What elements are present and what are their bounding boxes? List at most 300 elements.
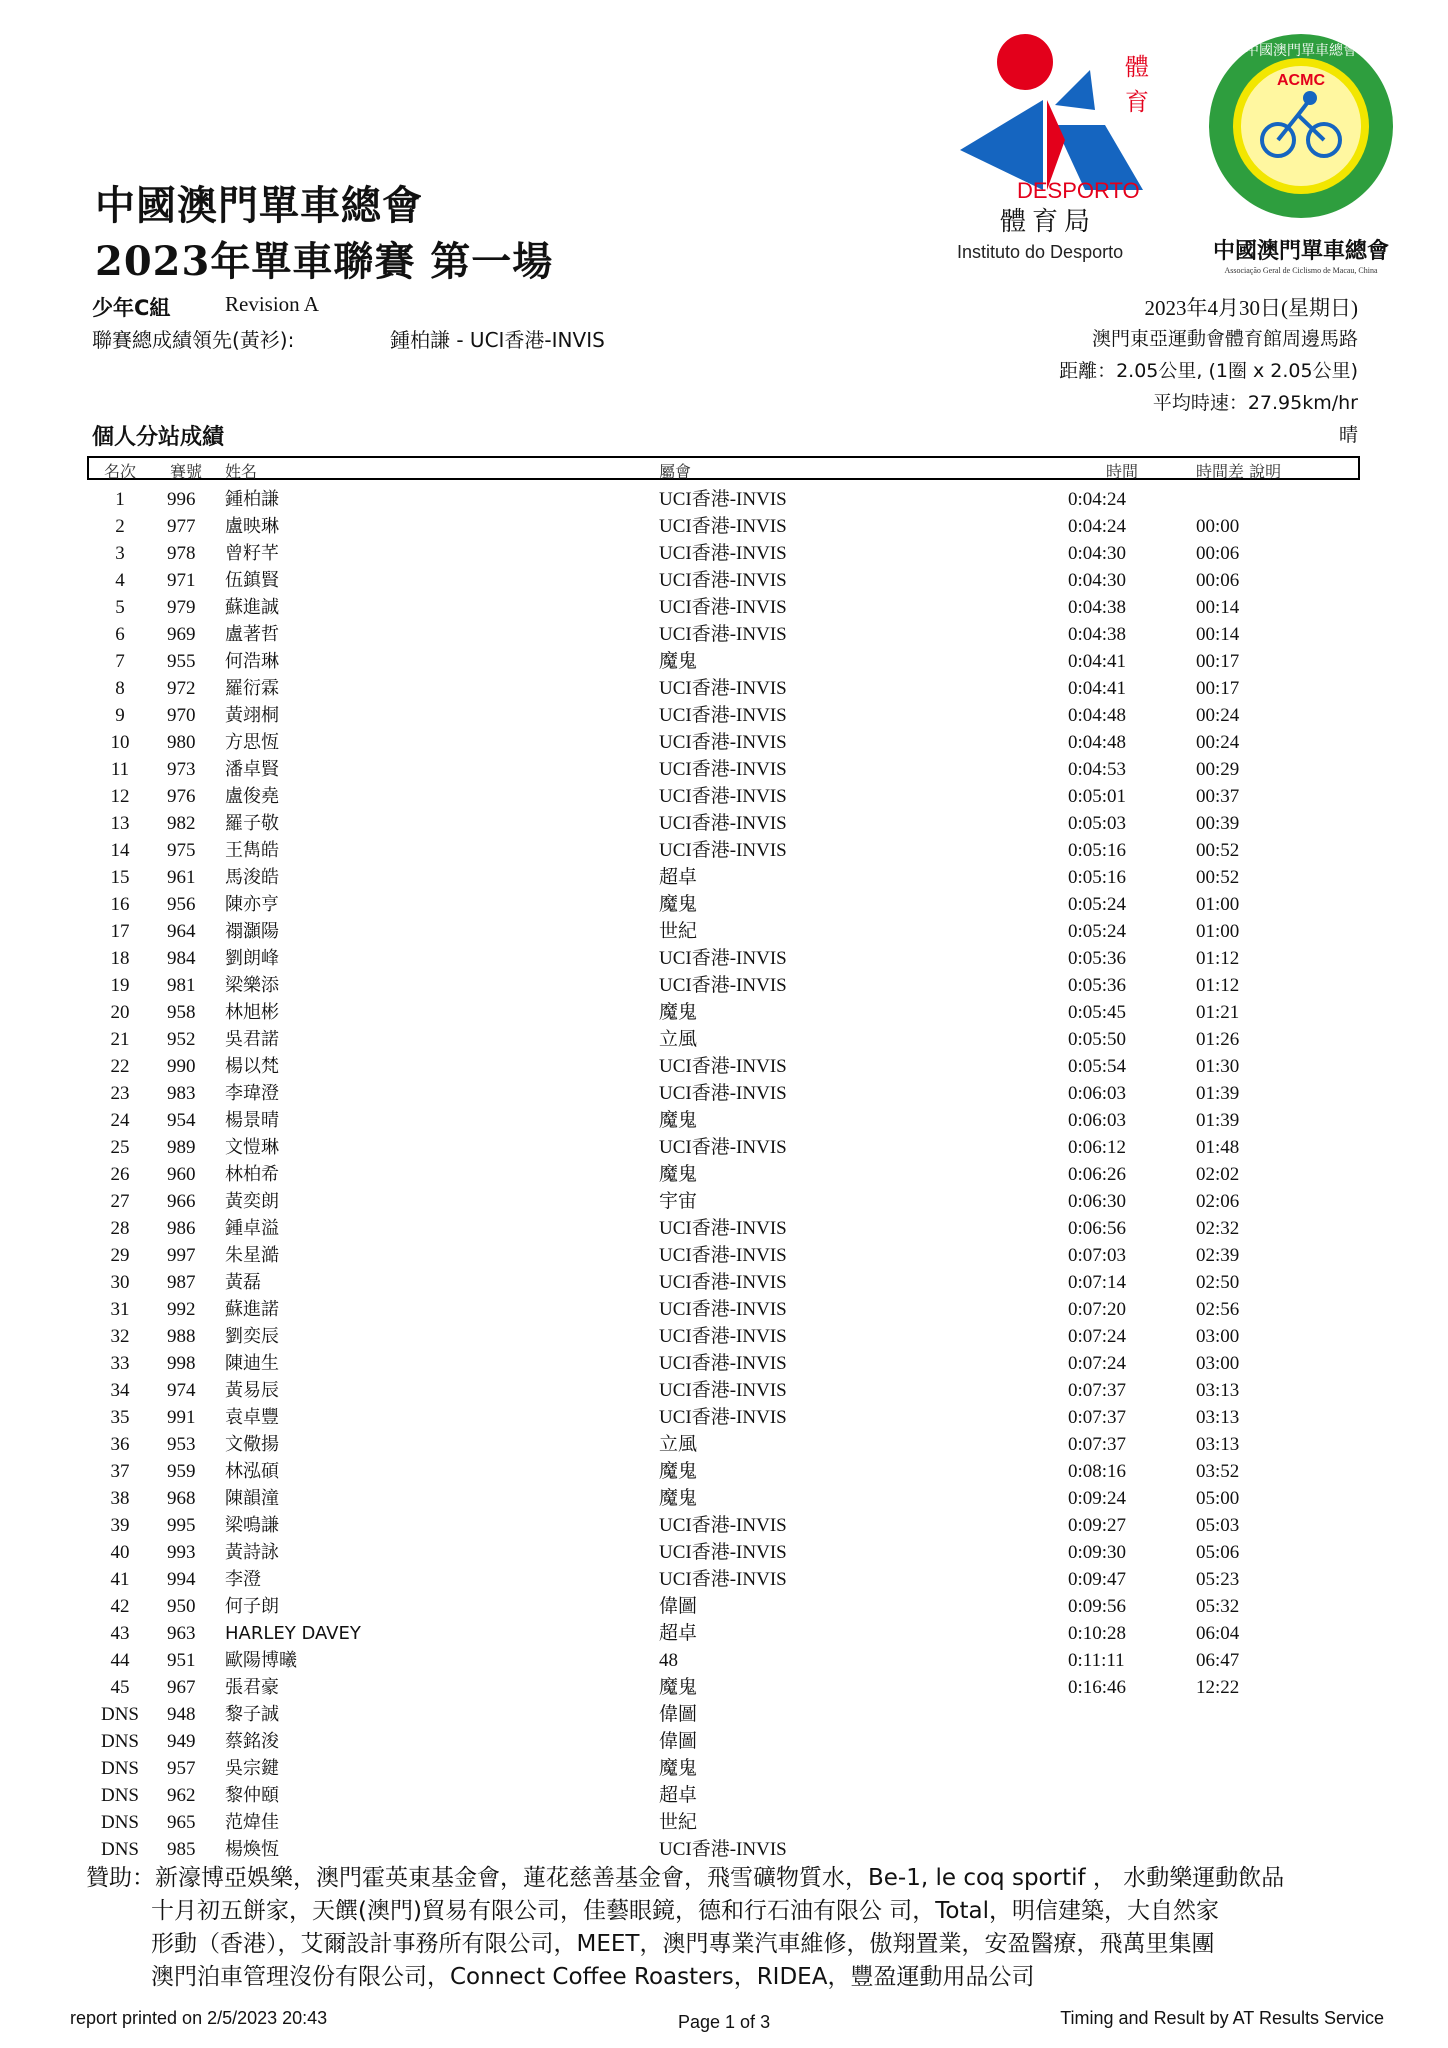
- cell-team: 超卓: [659, 867, 698, 888]
- cell-time: 0:04:30: [1068, 570, 1127, 591]
- cell-name: 張君豪: [225, 1677, 279, 1698]
- cell-rank: 18: [110, 948, 130, 969]
- cell-team: UCI香港-INVIS: [659, 759, 787, 780]
- cell-name: 蘇進誠: [225, 597, 279, 618]
- cell-team: 48: [659, 1650, 678, 1671]
- cell-bib: 953: [167, 1434, 196, 1455]
- cell-time: 0:06:03: [1068, 1110, 1127, 1131]
- col-team: 屬會: [659, 462, 692, 481]
- table-row: [0, 945, 1448, 972]
- cell-time: 0:05:24: [1068, 894, 1127, 915]
- table-row: [0, 486, 1448, 513]
- cell-name: 黃奕朗: [225, 1191, 279, 1212]
- desporto-pt: Instituto do Desporto: [957, 242, 1124, 262]
- table-row: [0, 1242, 1448, 1269]
- cell-bib: 967: [167, 1677, 196, 1698]
- cell-time: 0:07:14: [1068, 1272, 1127, 1293]
- cell-rank: 43: [110, 1623, 130, 1644]
- desporto-logo: [955, 30, 1155, 270]
- cell-time: 0:05:50: [1068, 1029, 1127, 1050]
- footer-service: Timing and Result by AT Results Service: [1060, 2008, 1384, 2028]
- table-row: [0, 1188, 1448, 1215]
- sponsor-line-4: 澳門泊車管理沒份有限公司，Connect Coffee Roasters，RIDEA，豐盈運動用品公司: [151, 1964, 1035, 1990]
- cell-name: 黃詩詠: [225, 1542, 279, 1563]
- cell-team: UCI香港-INVIS: [659, 1353, 787, 1374]
- cell-gap: 00:17: [1196, 651, 1240, 672]
- cell-team: 魔鬼: [659, 1758, 698, 1779]
- cell-time: 0:07:24: [1068, 1353, 1127, 1374]
- cell-bib: 984: [167, 948, 196, 969]
- table-row: [0, 513, 1448, 540]
- cell-bib: 955: [167, 651, 196, 672]
- cell-team: 偉圖: [659, 1596, 698, 1617]
- cell-team: 宇宙: [659, 1191, 698, 1212]
- cell-gap: 01:00: [1196, 894, 1240, 915]
- cell-rank: 42: [110, 1596, 130, 1617]
- cell-name: 盧映琳: [225, 516, 279, 537]
- cell-rank: 24: [110, 1110, 130, 1131]
- cell-time: 0:07:37: [1068, 1407, 1127, 1428]
- cell-name: 黎仲頤: [225, 1785, 279, 1806]
- sponsor-line-2: 十月初五餅家，天饌(澳門)貿易有限公司，佳藝眼鏡，德和行石油有限公 司，Total，明信建築，大自然家: [151, 1898, 1219, 1924]
- cell-gap: 00:17: [1196, 678, 1240, 699]
- venue: 澳門東亞運動會體育館周邊馬路: [1091, 328, 1358, 350]
- cell-bib: 962: [167, 1785, 196, 1806]
- table-row: [0, 1107, 1448, 1134]
- cell-time: 0:05:54: [1068, 1056, 1127, 1077]
- table-row: [0, 1728, 1448, 1755]
- cell-gap: 03:13: [1196, 1434, 1240, 1455]
- cell-bib: 961: [167, 867, 196, 888]
- cell-bib: 963: [167, 1623, 196, 1644]
- table-row: [0, 1809, 1448, 1836]
- cell-time: 0:06:03: [1068, 1083, 1127, 1104]
- cell-team: UCI香港-INVIS: [659, 1083, 787, 1104]
- section-title: 個人分站成績: [92, 425, 225, 450]
- cell-rank: DNS: [100, 1839, 139, 1860]
- cell-name: 梁鳴謙: [225, 1515, 279, 1536]
- footer-printed: report printed on 2/5/2023 20:43: [70, 2008, 328, 2028]
- cell-time: 0:05:03: [1068, 813, 1127, 834]
- leader-label: 聯賽總成績領先(黃衫):: [92, 328, 295, 352]
- cell-name: 劉奕辰: [225, 1326, 279, 1347]
- cell-rank: 28: [110, 1218, 130, 1239]
- cell-time: 0:04:41: [1068, 678, 1127, 699]
- cell-team: UCI香港-INVIS: [659, 1515, 787, 1536]
- table-row: [0, 1539, 1448, 1566]
- cell-team: UCI香港-INVIS: [659, 1299, 787, 1320]
- cell-gap: 01:12: [1196, 975, 1240, 996]
- cell-gap: 03:13: [1196, 1407, 1240, 1428]
- cell-gap: 03:00: [1196, 1326, 1240, 1347]
- cell-team: UCI香港-INVIS: [659, 1407, 787, 1428]
- cell-time: 0:10:28: [1068, 1623, 1127, 1644]
- cell-bib: 976: [167, 786, 196, 807]
- cell-rank: 11: [110, 759, 130, 780]
- cell-gap: 12:22: [1196, 1677, 1240, 1698]
- cell-gap: 00:37: [1196, 786, 1240, 807]
- cell-bib: 980: [167, 732, 196, 753]
- cell-team: 魔鬼: [659, 1164, 698, 1185]
- cell-name: 潘卓賢: [225, 759, 279, 780]
- cell-gap: 03:52: [1196, 1461, 1240, 1482]
- cell-rank: 37: [110, 1461, 130, 1482]
- cell-time: 0:05:24: [1068, 921, 1127, 942]
- cell-gap: 01:26: [1196, 1029, 1240, 1050]
- desporto-brand: DESPORTO: [1017, 178, 1140, 203]
- cell-team: 魔鬼: [659, 1110, 698, 1131]
- cell-team: 超卓: [659, 1785, 698, 1806]
- cell-time: 0:05:16: [1068, 840, 1127, 861]
- cell-team: 立風: [659, 1434, 698, 1455]
- cell-bib: 985: [167, 1839, 196, 1860]
- revision: Revision A: [225, 292, 319, 316]
- cell-bib: 951: [167, 1650, 196, 1671]
- cell-rank: 14: [110, 840, 130, 861]
- cell-name: 羅子敬: [225, 813, 279, 834]
- cell-time: 0:04:48: [1068, 732, 1127, 753]
- cell-rank: 4: [115, 570, 125, 591]
- cell-bib: 966: [167, 1191, 196, 1212]
- table-row: [0, 1350, 1448, 1377]
- cell-gap: 00:52: [1196, 867, 1240, 888]
- table-row: [0, 783, 1448, 810]
- cell-bib: 968: [167, 1488, 196, 1509]
- cell-rank: 30: [110, 1272, 130, 1293]
- cell-time: 0:05:36: [1068, 948, 1127, 969]
- cell-name: 黃翊桐: [225, 705, 279, 726]
- desporto-cn: 體育局: [1000, 207, 1097, 237]
- cell-rank: DNS: [100, 1704, 139, 1725]
- table-row: [0, 837, 1448, 864]
- cell-name: 黃易辰: [225, 1380, 279, 1401]
- cell-bib: 973: [167, 759, 196, 780]
- cell-gap: 01:48: [1196, 1137, 1240, 1158]
- cell-name: 梁樂添: [225, 975, 279, 996]
- cell-name: 李瑋澄: [225, 1083, 279, 1104]
- table-row: [0, 810, 1448, 837]
- acmc-ring-text: 中國澳門單車總會: [1245, 43, 1357, 59]
- table-row: [0, 1377, 1448, 1404]
- cell-gap: 00:52: [1196, 840, 1240, 861]
- col-bib: 賽號: [170, 462, 203, 481]
- col-rank: 名次: [104, 462, 137, 481]
- cell-bib: 991: [167, 1407, 196, 1428]
- cell-gap: 05:00: [1196, 1488, 1240, 1509]
- cell-bib: 949: [167, 1731, 196, 1752]
- weather: 晴: [1338, 424, 1358, 446]
- cell-name: 范煒佳: [225, 1812, 279, 1833]
- cell-time: 0:09:47: [1068, 1569, 1127, 1590]
- col-name: 姓名: [225, 462, 258, 481]
- acmc-logo: [1198, 30, 1398, 275]
- cell-gap: 01:00: [1196, 921, 1240, 942]
- cell-gap: 00:24: [1196, 705, 1240, 726]
- cell-name: 黎子誠: [225, 1704, 279, 1725]
- cell-gap: 02:02: [1196, 1164, 1240, 1185]
- cell-name: 鍾柏謙: [225, 489, 279, 510]
- table-row: [0, 1053, 1448, 1080]
- cell-gap: 00:06: [1196, 543, 1240, 564]
- cell-name: HARLEY DAVEY: [225, 1623, 361, 1644]
- cell-name: 鍾卓溢: [225, 1218, 279, 1239]
- cell-rank: 20: [110, 1002, 130, 1023]
- cell-rank: 1: [115, 489, 125, 510]
- table-row: [0, 918, 1448, 945]
- cell-time: 0:06:12: [1068, 1137, 1127, 1158]
- org-title: 中國澳門單車總會: [95, 182, 423, 229]
- table-row: [0, 1296, 1448, 1323]
- cell-name: 吳君諾: [225, 1029, 279, 1050]
- cell-bib: 978: [167, 543, 196, 564]
- cell-team: 魔鬼: [659, 1461, 698, 1482]
- cell-gap: 05:03: [1196, 1515, 1240, 1536]
- cell-name: 文儆揚: [225, 1434, 279, 1455]
- cell-name: 何子朗: [225, 1596, 279, 1617]
- cell-team: UCI香港-INVIS: [659, 975, 787, 996]
- cell-bib: 996: [167, 489, 196, 510]
- cell-time: 0:09:27: [1068, 1515, 1127, 1536]
- cell-team: 魔鬼: [659, 1002, 698, 1023]
- table-row: [0, 891, 1448, 918]
- table-row: [0, 1647, 1448, 1674]
- cell-team: UCI香港-INVIS: [659, 1839, 787, 1860]
- cell-team: 魔鬼: [659, 1677, 698, 1698]
- cell-bib: 969: [167, 624, 196, 645]
- cell-time: 0:07:37: [1068, 1434, 1127, 1455]
- cell-rank: DNS: [100, 1812, 139, 1833]
- table-row: [0, 1566, 1448, 1593]
- cell-bib: 990: [167, 1056, 196, 1077]
- cell-rank: 12: [110, 786, 130, 807]
- cell-team: UCI香港-INVIS: [659, 1380, 787, 1401]
- cell-bib: 982: [167, 813, 196, 834]
- cell-bib: 972: [167, 678, 196, 699]
- table-row: [0, 1620, 1448, 1647]
- cell-rank: 41: [110, 1569, 130, 1590]
- cell-name: 盧著哲: [225, 624, 279, 645]
- table-row: [0, 648, 1448, 675]
- cell-time: 0:05:45: [1068, 1002, 1127, 1023]
- cell-bib: 960: [167, 1164, 196, 1185]
- cell-rank: 21: [110, 1029, 130, 1050]
- cell-rank: 5: [115, 597, 125, 618]
- cell-rank: DNS: [100, 1731, 139, 1752]
- cell-rank: 2: [115, 516, 125, 537]
- cell-team: UCI香港-INVIS: [659, 813, 787, 834]
- cell-time: 0:04:38: [1068, 624, 1127, 645]
- cell-gap: 05:23: [1196, 1569, 1240, 1590]
- cell-team: UCI香港-INVIS: [659, 1056, 787, 1077]
- cell-name: 楊煥恆: [225, 1839, 279, 1860]
- event-title: 2023年單車聯賽 第一場: [95, 238, 554, 285]
- cell-team: 魔鬼: [659, 894, 698, 915]
- cell-team: UCI香港-INVIS: [659, 705, 787, 726]
- table-row: [0, 1080, 1448, 1107]
- table-row: [0, 1161, 1448, 1188]
- cell-rank: DNS: [100, 1785, 139, 1806]
- cell-name: 蘇進諾: [225, 1299, 279, 1320]
- cell-rank: 23: [110, 1083, 130, 1104]
- cell-time: 0:08:16: [1068, 1461, 1127, 1482]
- cell-rank: 7: [115, 651, 125, 672]
- cell-name: 何浩琳: [225, 651, 279, 672]
- cell-gap: 05:32: [1196, 1596, 1240, 1617]
- results-table: [0, 486, 1448, 1863]
- cell-name: 吳宗鍵: [225, 1758, 279, 1779]
- table-row: [0, 1593, 1448, 1620]
- cell-bib: 995: [167, 1515, 196, 1536]
- cell-bib: 975: [167, 840, 196, 861]
- table-row: [0, 1755, 1448, 1782]
- cell-time: 0:04:24: [1068, 516, 1127, 537]
- cell-bib: 970: [167, 705, 196, 726]
- leader-value: 鍾柏謙 - UCI香港-INVIS: [390, 328, 605, 352]
- race-date: 2023年4月30日(星期日): [1144, 296, 1358, 320]
- cell-time: 0:04:53: [1068, 759, 1127, 780]
- cell-gap: 02:56: [1196, 1299, 1240, 1320]
- cell-gap: 00:06: [1196, 570, 1240, 591]
- cell-rank: 13: [110, 813, 130, 834]
- cell-time: 0:07:03: [1068, 1245, 1127, 1266]
- table-row: [0, 1026, 1448, 1053]
- cell-team: UCI香港-INVIS: [659, 1272, 787, 1293]
- cell-bib: 987: [167, 1272, 196, 1293]
- cell-name: 歐陽博曦: [225, 1650, 297, 1671]
- cell-gap: 01:39: [1196, 1110, 1240, 1131]
- desporto-side-2: 育: [1125, 88, 1149, 116]
- cell-rank: 10: [110, 732, 130, 753]
- acmc-pt: Associação Geral de Ciclismo de Macau, China: [1224, 266, 1378, 275]
- cell-team: 超卓: [659, 1623, 698, 1644]
- cell-bib: 971: [167, 570, 196, 591]
- cell-rank: 45: [110, 1677, 130, 1698]
- cell-team: UCI香港-INVIS: [659, 543, 787, 564]
- cell-rank: 17: [110, 921, 130, 942]
- cell-gap: 06:47: [1196, 1650, 1240, 1671]
- cell-name: 袁卓豐: [225, 1407, 279, 1428]
- cell-name: 林柏希: [225, 1164, 279, 1185]
- cell-name: 禤灝陽: [225, 921, 279, 942]
- cell-gap: 06:04: [1196, 1623, 1240, 1644]
- cell-gap: 01:21: [1196, 1002, 1240, 1023]
- cell-time: 0:11:11: [1068, 1650, 1125, 1671]
- table-row: [0, 1674, 1448, 1701]
- column-header-box: [87, 456, 1360, 480]
- cell-time: 0:09:24: [1068, 1488, 1127, 1509]
- table-row: [0, 972, 1448, 999]
- cell-name: 林旭彬: [225, 1002, 279, 1023]
- category: 少年C組: [92, 296, 171, 320]
- cell-rank: 16: [110, 894, 130, 915]
- cell-name: 伍鎮賢: [225, 570, 279, 591]
- cell-name: 王雋皓: [225, 840, 279, 861]
- cell-rank: 15: [110, 867, 130, 888]
- cell-rank: 33: [110, 1353, 130, 1374]
- cell-team: UCI香港-INVIS: [659, 1218, 787, 1239]
- cell-team: UCI香港-INVIS: [659, 516, 787, 537]
- cell-bib: 958: [167, 1002, 196, 1023]
- desporto-side-1: 體: [1125, 53, 1149, 81]
- cell-name: 羅衍霖: [225, 678, 279, 699]
- cell-bib: 986: [167, 1218, 196, 1239]
- cell-bib: 959: [167, 1461, 196, 1482]
- cell-team: UCI香港-INVIS: [659, 786, 787, 807]
- cell-bib: 992: [167, 1299, 196, 1320]
- table-row: [0, 1215, 1448, 1242]
- cell-team: 世紀: [659, 1812, 698, 1833]
- cell-name: 陳韻潼: [225, 1488, 279, 1509]
- cell-name: 朱星澔: [225, 1245, 279, 1266]
- table-row: [0, 567, 1448, 594]
- cell-time: 0:07:20: [1068, 1299, 1127, 1320]
- cell-time: 0:07:24: [1068, 1326, 1127, 1347]
- cell-gap: 03:13: [1196, 1380, 1240, 1401]
- table-row: [0, 756, 1448, 783]
- cell-bib: 993: [167, 1542, 196, 1563]
- table-row: [0, 1431, 1448, 1458]
- cell-rank: 39: [110, 1515, 130, 1536]
- cell-team: UCI香港-INVIS: [659, 678, 787, 699]
- acmc-cn: 中國澳門單車總會: [1212, 238, 1390, 264]
- cell-rank: 22: [110, 1056, 130, 1077]
- cell-team: UCI香港-INVIS: [659, 732, 787, 753]
- cell-name: 陳亦亨: [225, 894, 279, 915]
- table-row: [0, 999, 1448, 1026]
- table-row: [0, 1512, 1448, 1539]
- cell-gap: 05:06: [1196, 1542, 1240, 1563]
- cell-rank: 35: [110, 1407, 130, 1428]
- cell-team: 立風: [659, 1029, 698, 1050]
- cell-time: 0:07:37: [1068, 1380, 1127, 1401]
- cell-bib: 952: [167, 1029, 196, 1050]
- sponsor-line-1: 贊助：新濠博亞娛樂，澳門霍英東基金會，蓮花慈善基金會，飛雪礦物質水，Be-1, le coq sportif ， 水動樂運動飲品: [86, 1865, 1285, 1891]
- col-time: 時間: [1106, 462, 1139, 481]
- cell-bib: 981: [167, 975, 196, 996]
- cell-rank: 26: [110, 1164, 130, 1185]
- cell-gap: 02:39: [1196, 1245, 1240, 1266]
- cell-time: 0:16:46: [1068, 1677, 1127, 1698]
- cell-gap: 01:12: [1196, 948, 1240, 969]
- cell-bib: 965: [167, 1812, 196, 1833]
- cell-bib: 988: [167, 1326, 196, 1347]
- cell-bib: 964: [167, 921, 196, 942]
- cell-team: 偉圖: [659, 1704, 698, 1725]
- cell-gap: 00:24: [1196, 732, 1240, 753]
- table-row: [0, 1323, 1448, 1350]
- cell-rank: 6: [115, 624, 125, 645]
- cell-name: 黃磊: [225, 1272, 261, 1293]
- cell-time: 0:04:41: [1068, 651, 1127, 672]
- table-row: [0, 1701, 1448, 1728]
- cell-team: UCI香港-INVIS: [659, 1569, 787, 1590]
- cell-name: 林泓碩: [225, 1461, 279, 1482]
- cell-rank: 34: [110, 1380, 130, 1401]
- cell-bib: 998: [167, 1353, 196, 1374]
- cell-gap: 03:00: [1196, 1353, 1240, 1374]
- cell-bib: 989: [167, 1137, 196, 1158]
- cell-name: 曾籽芊: [225, 543, 279, 564]
- cell-rank: DNS: [100, 1758, 139, 1779]
- cell-gap: 02:32: [1196, 1218, 1240, 1239]
- cell-time: 0:04:38: [1068, 597, 1127, 618]
- cell-gap: 02:06: [1196, 1191, 1240, 1212]
- table-row: [0, 621, 1448, 648]
- table-row: [0, 594, 1448, 621]
- cell-team: UCI香港-INVIS: [659, 1542, 787, 1563]
- cell-bib: 977: [167, 516, 196, 537]
- cell-bib: 957: [167, 1758, 196, 1779]
